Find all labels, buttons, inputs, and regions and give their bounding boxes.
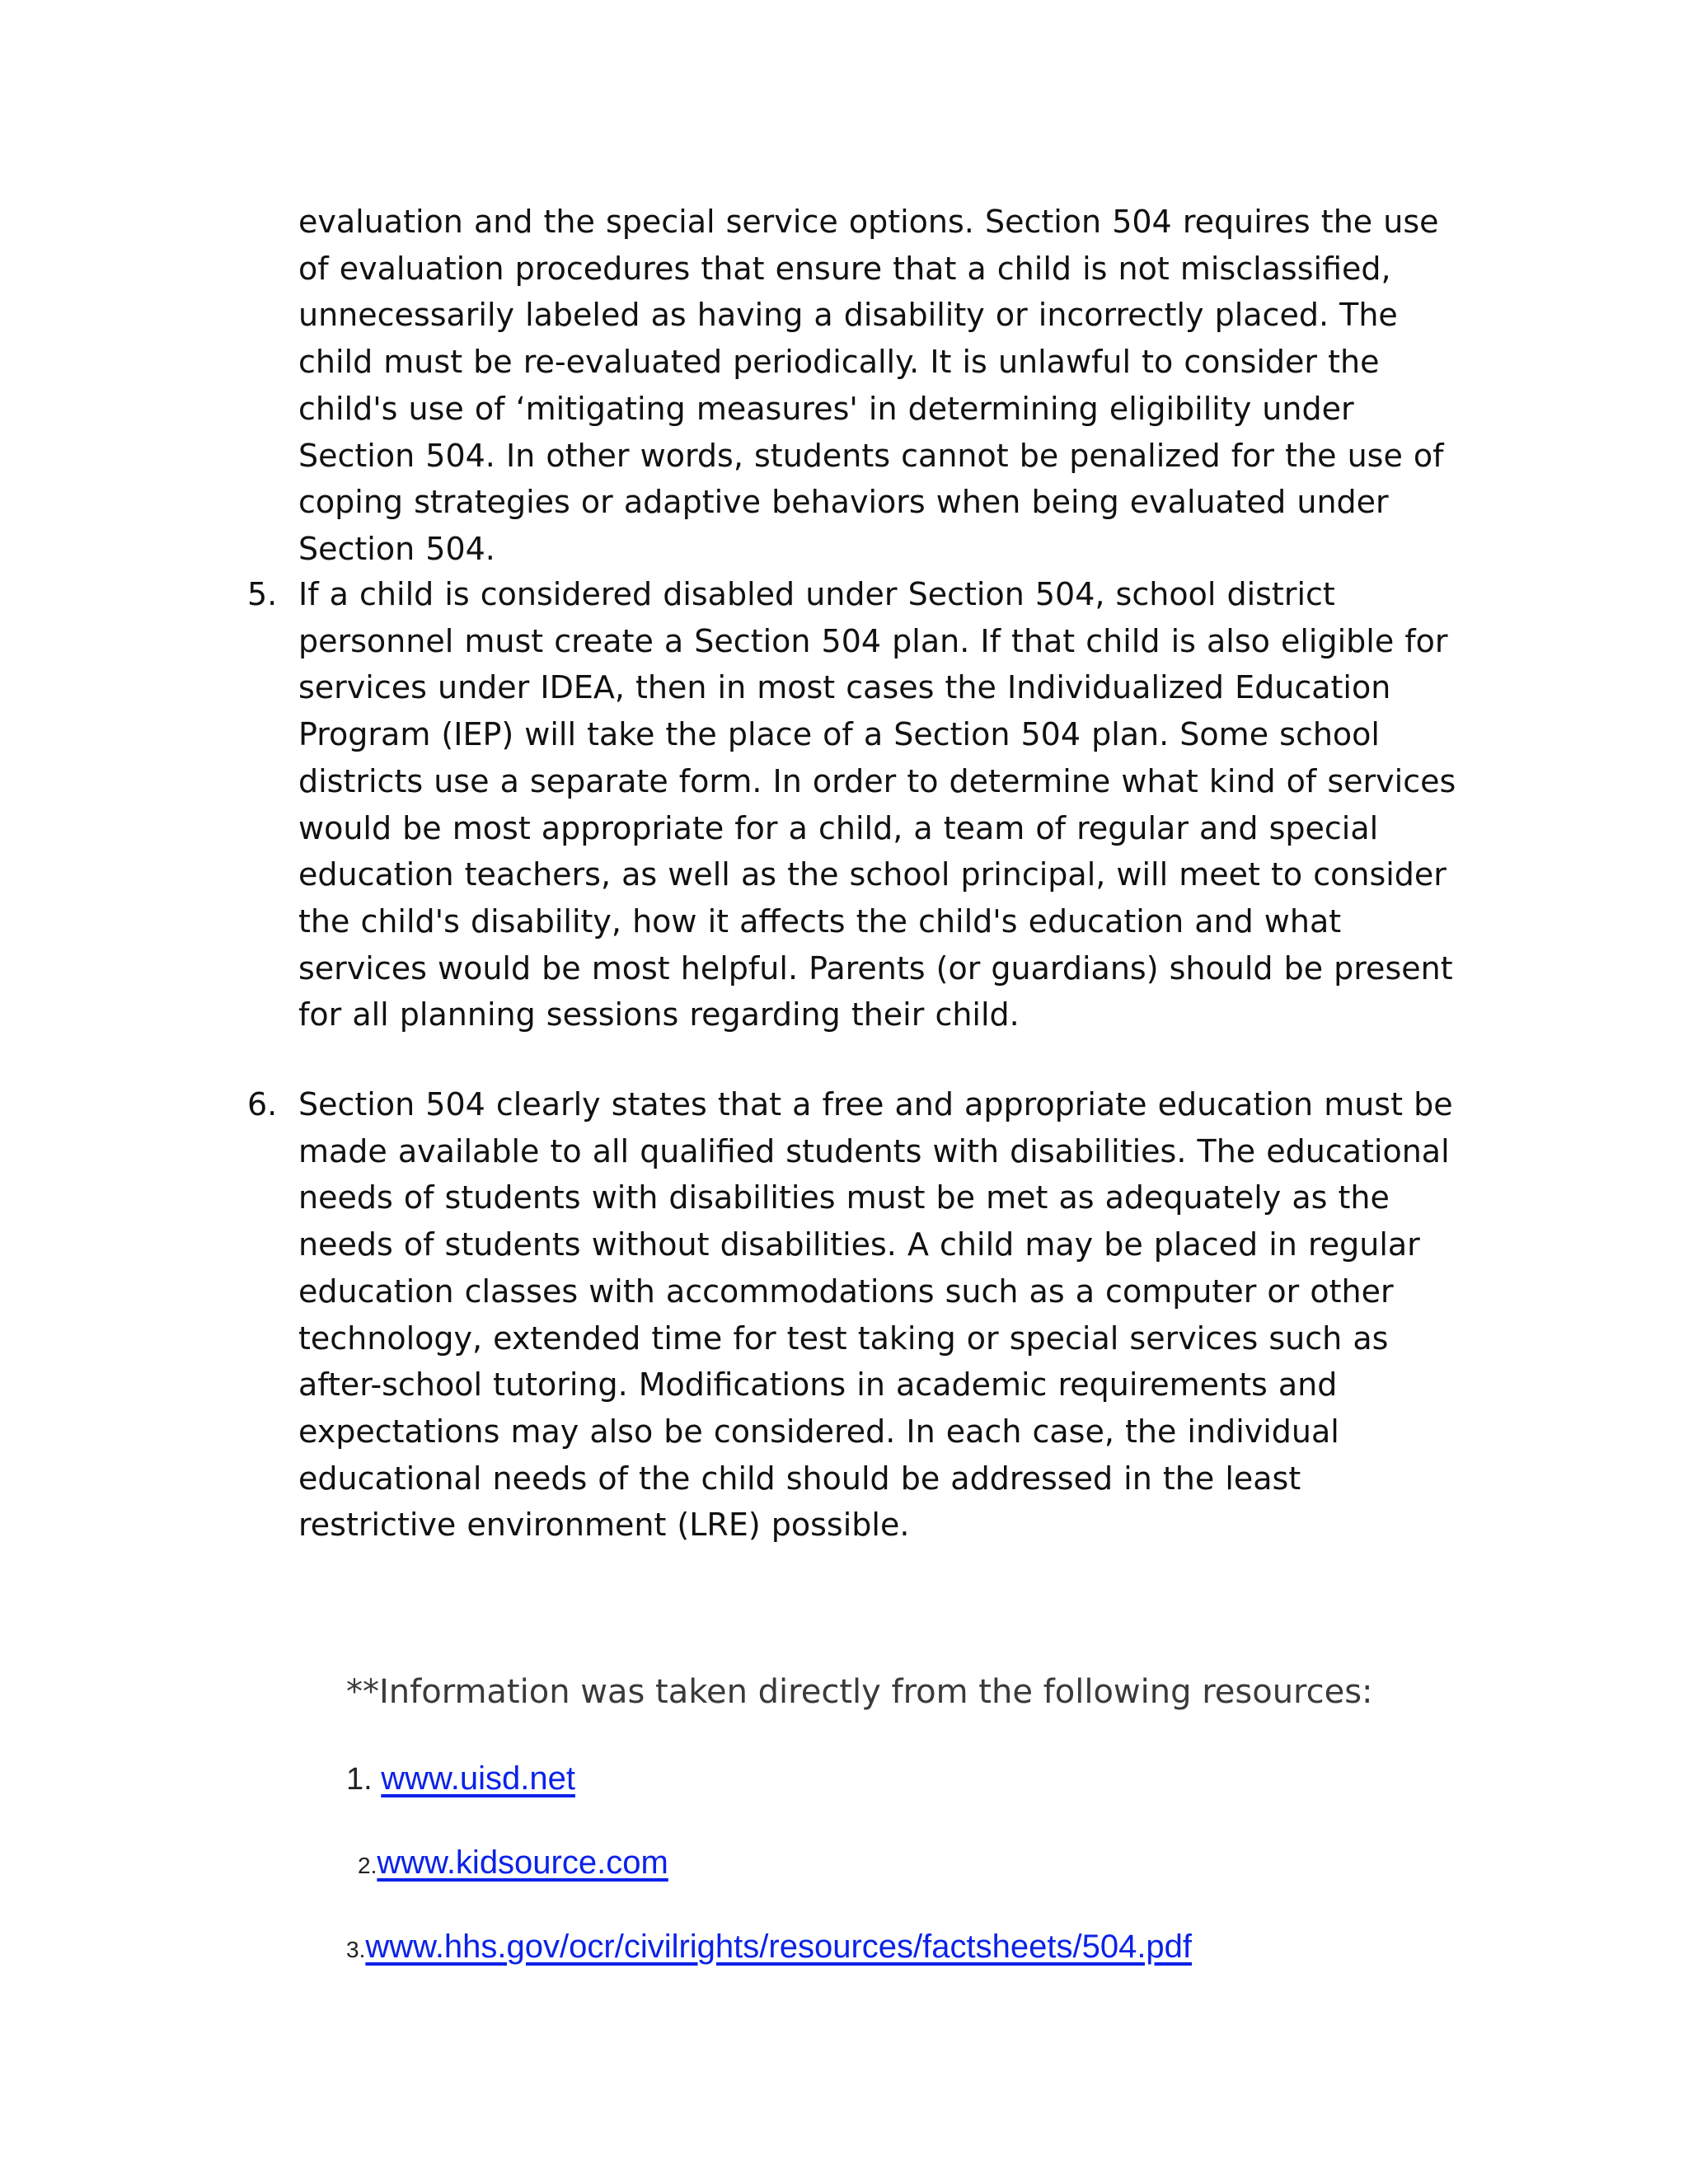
list-item-text: Section 504 clearly states that a free and appropriate education must be made available to all qualified students with disabilities. The educational needs of students with disabilities must be met as adequately as the needs of students without disabilities. A child may be placed in regular education classes with accommodations such as a computer or other technology, extended time for test taking or special services such as after-school tutoring. Modifications in academic requirements and expectations may also be considered. In each case, the individual educational needs of the child should be addressed in the least restrictive environment (LRE) possible.	[298, 1086, 1453, 1544]
resource-link[interactable]: www.uisd.net	[381, 1760, 575, 1797]
resource-item	[346, 1924, 1192, 1977]
list-item-number: 6.	[247, 1086, 278, 1122]
list-item-number: 5.	[247, 576, 278, 612]
resource-link[interactable]: www.kidsource.com	[377, 1844, 668, 1881]
resource-number: 1.	[346, 1762, 373, 1797]
continuation-paragraph: evaluation and the special service options. Section 504 requires the use of evaluation procedures that ensure that a child is not misclassified, unnecessarily labeled as having a disability or incorrectly placed. The child must be re-evaluated periodically. It is unlawful to consider the child's use of ‘mitigating measures' in determining eligibility under Section 504. In other words, students cannot be penalized for the use of coping strategies or adaptive behaviors when being evaluated under Section 504.	[298, 204, 1444, 567]
resource-number: 2.	[358, 1853, 377, 1878]
resource-item	[346, 1755, 575, 1802]
list-item-text: If a child is considered disabled under Section 504, school district personnel must create a Section 504 plan. If that child is also eligible for services under IDEA, then in most cases the Individualized Education Program (IEP) will take the place of a Section 504 plan. Some school districts use a separate form. In order to determine what kind of services would be most appropriate for a child, a team of regular and special education teachers, as well as the school principal, will meet to consider the child's disability, how it affects the child's education and what services would be most helpful. Parents (or guardians) should be present for all planning sessions regarding their child.	[298, 576, 1456, 1033]
resource-link[interactable]: www.hhs.gov/ocr/civilrights/resources/factsheets/504.pdf	[365, 1929, 1193, 1965]
resource-number: 3.	[346, 1937, 366, 1962]
resource-item	[358, 1840, 668, 1893]
resources-note: **Information was taken directly from the following resources:	[346, 1673, 1373, 1711]
